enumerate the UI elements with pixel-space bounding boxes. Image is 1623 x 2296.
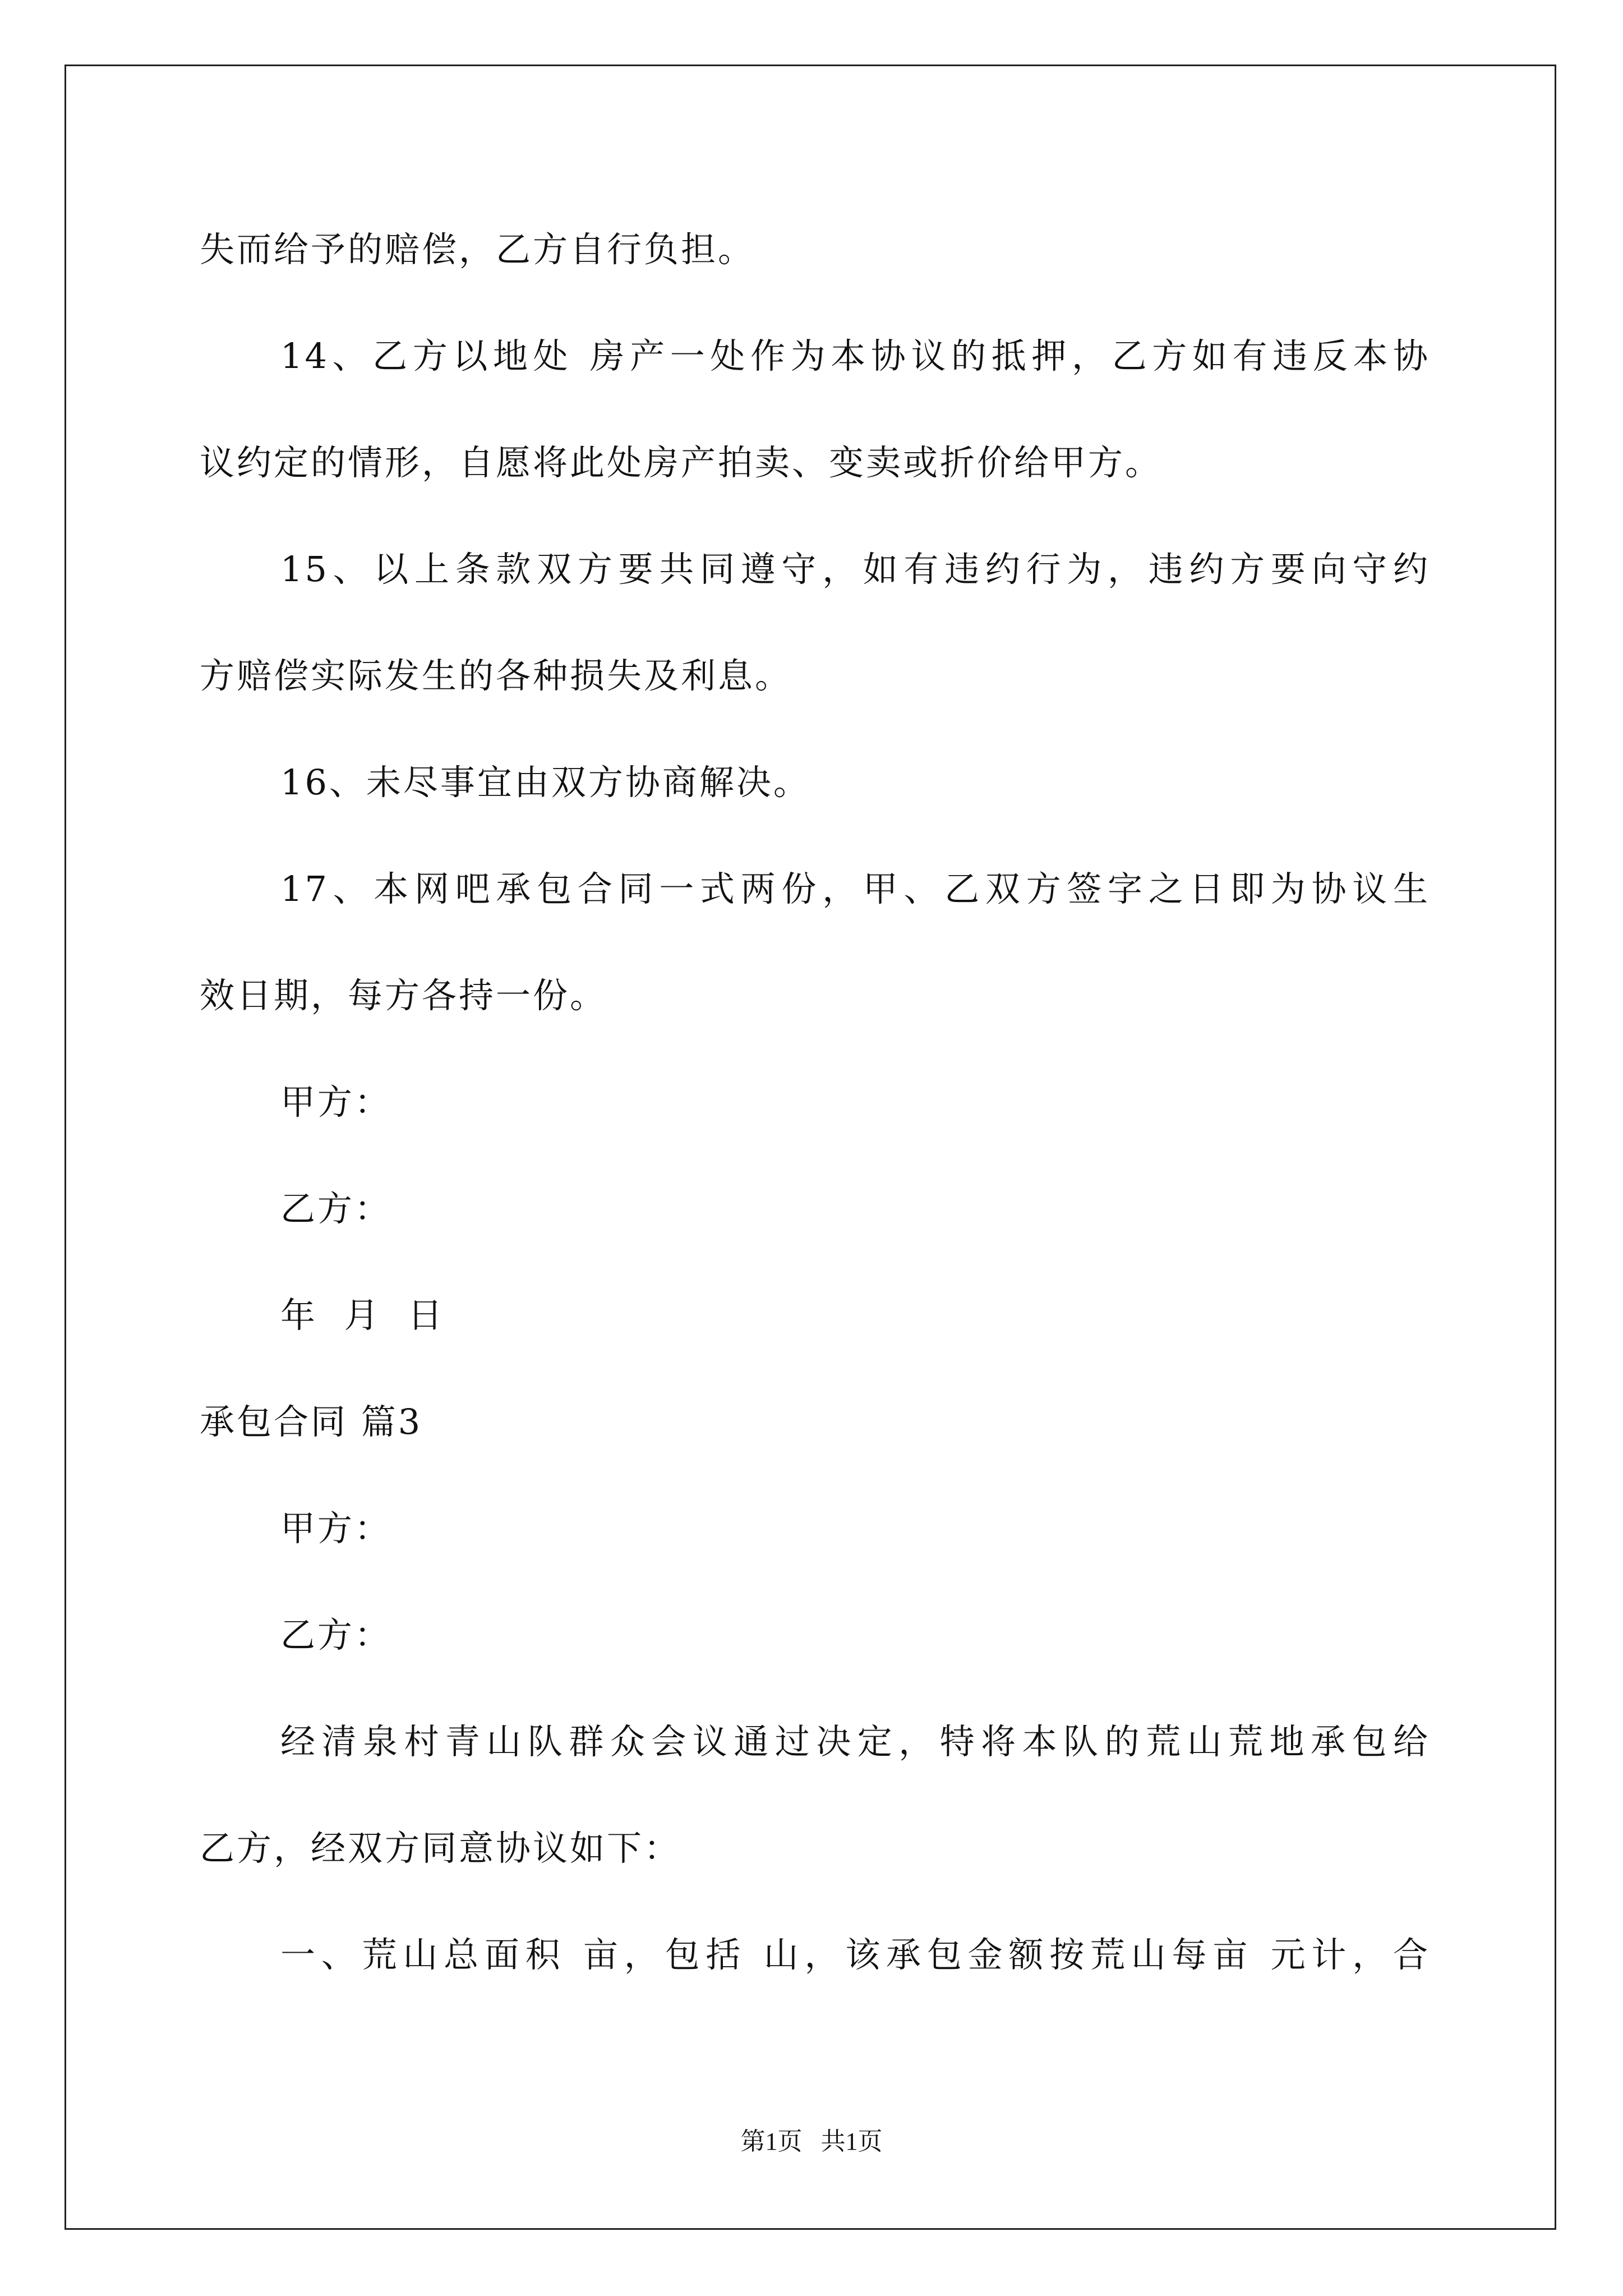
paragraph-line: 经清泉村青山队群众会议通过决定，特将本队的荒山荒地承包给 (280, 1721, 1430, 1762)
section-heading: 承包合同 篇3 (200, 1401, 423, 1442)
paragraph-line: 方赔偿实际发生的各种损失及利息。 (200, 655, 792, 696)
page-footer: 第1页 共1页 (740, 2128, 883, 2155)
party-a-label: 甲方： (280, 1508, 392, 1549)
page-border (64, 65, 1556, 2230)
paragraph-line: 失而给予的赔偿，乙方自行负担。 (200, 229, 755, 270)
paragraph-line: 乙方，经双方同意协议如下： (200, 1828, 681, 1869)
signature-party-a: 甲方： (280, 1082, 392, 1122)
party-b-label: 乙方： (280, 1614, 392, 1655)
paragraph-line: 15、以上条款双方要共同遵守，如有违约行为，违约方要向守约 (280, 549, 1430, 590)
paragraph-line: 17、本网吧承包合同一式两份，甲、乙双方签字之日即为协议生 (280, 868, 1430, 909)
signature-party-b: 乙方： (280, 1188, 392, 1229)
signature-date: 年 月 日 (280, 1295, 445, 1336)
paragraph-line: 效日期，每方各持一份。 (200, 975, 607, 1016)
paragraph-line: 议约定的情形，自愿将此处房产拍卖、变卖或折价给甲方。 (200, 442, 1163, 483)
paragraph-line: 16、未尽事宜由双方协商解决。 (280, 762, 810, 803)
paragraph-line: 14、乙方以地处 房产一处作为本协议的抵押，乙方如有违反本协 (280, 335, 1430, 376)
paragraph-line: 一、荒山总面积 亩，包括 山，该承包金额按荒山每亩 元计，合 (280, 1934, 1430, 1975)
